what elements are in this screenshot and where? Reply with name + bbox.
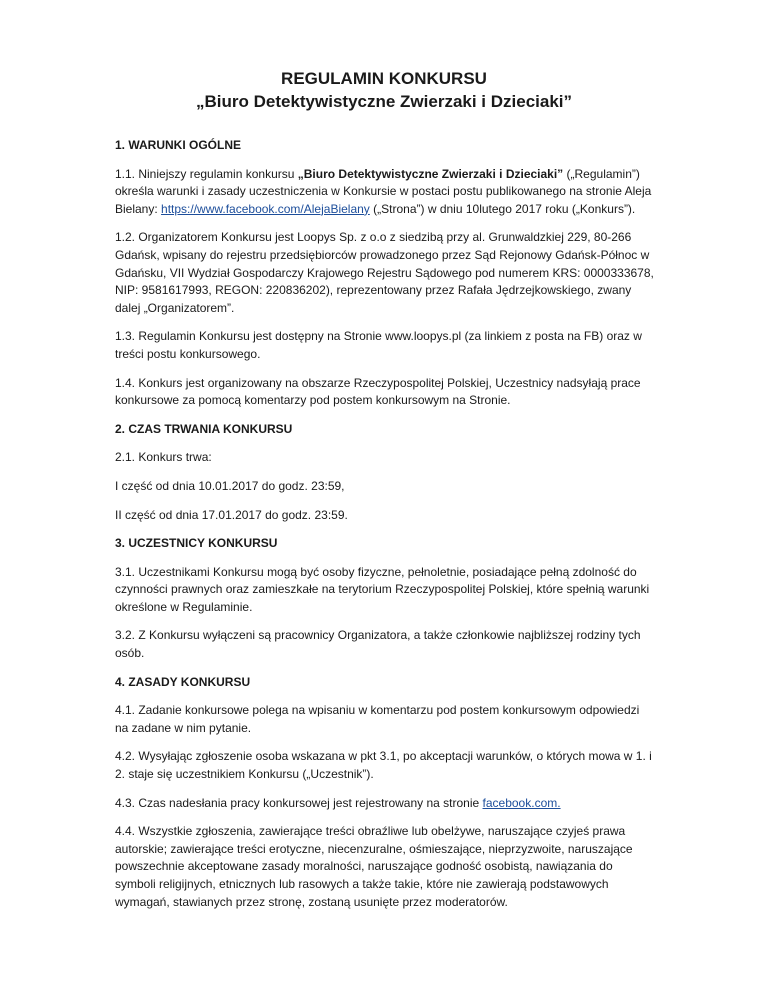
- facebook-page-link[interactable]: https://www.facebook.com/AlejaBielany: [161, 201, 370, 216]
- paragraph-2-1-part-1: I część od dnia 10.01.2017 do godz. 23:59,: [115, 478, 345, 493]
- facebook-link[interactable]: facebook.com.: [482, 795, 561, 810]
- section-3-heading: 3. UCZESTNICY KONKURSU: [115, 536, 278, 551]
- paragraph-3-1: 3.1. Uczestnikami Konkursu mogą być osoby fizyczne, pełnoletnie, posiadające pełną zdolność do czynności prawnych oraz zamieszkałe na terytorium Rzeczypospolitej Polskiej, które spełnią warunki określone w Regulaminie.: [115, 564, 650, 614]
- paragraph-1-3: 1.3. Regulamin Konkursu jest dostępny na Stronie www.loopys.pl (za linkiem z posta na FB) oraz w treści postu konkursowego.: [115, 329, 642, 361]
- title-line-2: „Biuro Detektywistyczne Zwierzaki i Dzieciaki”: [195, 92, 573, 111]
- paragraph-1-4: 1.4. Konkurs jest organizowany na obszarze Rzeczypospolitej Polskiej, Uczestnicy nadsyłają prace konkursowe za pomocą komentarzy pod postem konkursowym na Stronie.: [115, 375, 641, 408]
- paragraph-4-2: 4.2. Wysyłając zgłoszenie osoba wskazana w pkt 3.1, po akceptacji warunków, o których mowa w 1. i 2. staje się uczestnikiem Konkursu („Uczestnik”).: [115, 749, 652, 782]
- paragraph-4-3-text: 4.3. Czas nadesłania pracy konkursowej jest rejestrowany na stronie: [115, 795, 483, 810]
- title-line-1: REGULAMIN KONKURSU: [281, 69, 487, 88]
- paragraph-4-4: 4.4. Wszystkie zgłoszenia, zawierające treści obraźliwe lub obelżywe, naruszające czyjeś prawa autorskie; zawierające treści erotyczne, niecenzuralne, ośmieszające, nieprzyzwoite, naruszające powszechnie akceptowane zasady moralności, naruszające godność osobistą, nawiązania do symboli religijnych, etnicznych lub rasowych a także takie, które nie zawierają podstawowych wymagań, stawianych przez stronę, zostaną usunięte przez moderatorów.: [115, 824, 633, 909]
- document-body: [115, 137, 655, 922]
- section-2-heading: 2. CZAS TRWANIA KONKURSU: [115, 421, 293, 436]
- paragraph-1-1-text-mid: („Regulamin”) określa warunki i zasady uczestniczenia w Konkursie w postaci postu publikowanego na stronie Aleja Bielany:: [115, 166, 652, 216]
- paragraph-2-1: 2.1. Konkurs trwa:: [115, 450, 212, 465]
- section-1-heading: 1. WARUNKI OGÓLNE: [115, 138, 242, 152]
- paragraph-1-1-text-end: („Strona”) w dniu 10lutego 2017 roku („Konkurs”).: [369, 201, 636, 216]
- paragraph-3-2: 3.2. Z Konkursu wyłączeni są pracownicy Organizatora, a także członkowie najbliższej rodziny tych osób.: [115, 628, 641, 661]
- paragraph-4-3: [115, 795, 655, 813]
- paragraph-1-1-text: 1.1. Niniejszy regulamin konkursu: [115, 166, 298, 181]
- paragraph-1-1: [115, 166, 655, 219]
- paragraph-4-1: 4.1. Zadanie konkursowe polega na wpisaniu w komentarzu pod postem konkursowym odpowiedzi na zadane w nim pytanie.: [115, 703, 640, 735]
- contest-name-bold: „Biuro Detektywistyczne Zwierzaki i Dzieciaki”: [297, 166, 564, 181]
- paragraph-1-2: 1.2. Organizatorem Konkursu jest Loopys Sp. z o.o z siedzibą przy al. Grunwaldzkiej 229, 80-266 Gdańsk, wpisany do rejestru przedsiębiorców prowadzonego przez Sąd Rejonowy Gdańsk-Północ w Gdańsku, VII Wydział Gospodarczy Krajowego Rejestru Sądowego pod numerem KRS: 0000333678, NIP: 9581617993, REGON: 220836202), reprezentowany przez Rafała Jędrzejkowskiego, zwany dalej „Organizatorem”.: [115, 230, 654, 315]
- document-title: [0, 67, 768, 113]
- section-4-heading: 4. ZASADY KONKURSU: [115, 674, 251, 689]
- paragraph-2-1-part-2: II część od dnia 17.01.2017 do godz. 23:59.: [115, 507, 348, 522]
